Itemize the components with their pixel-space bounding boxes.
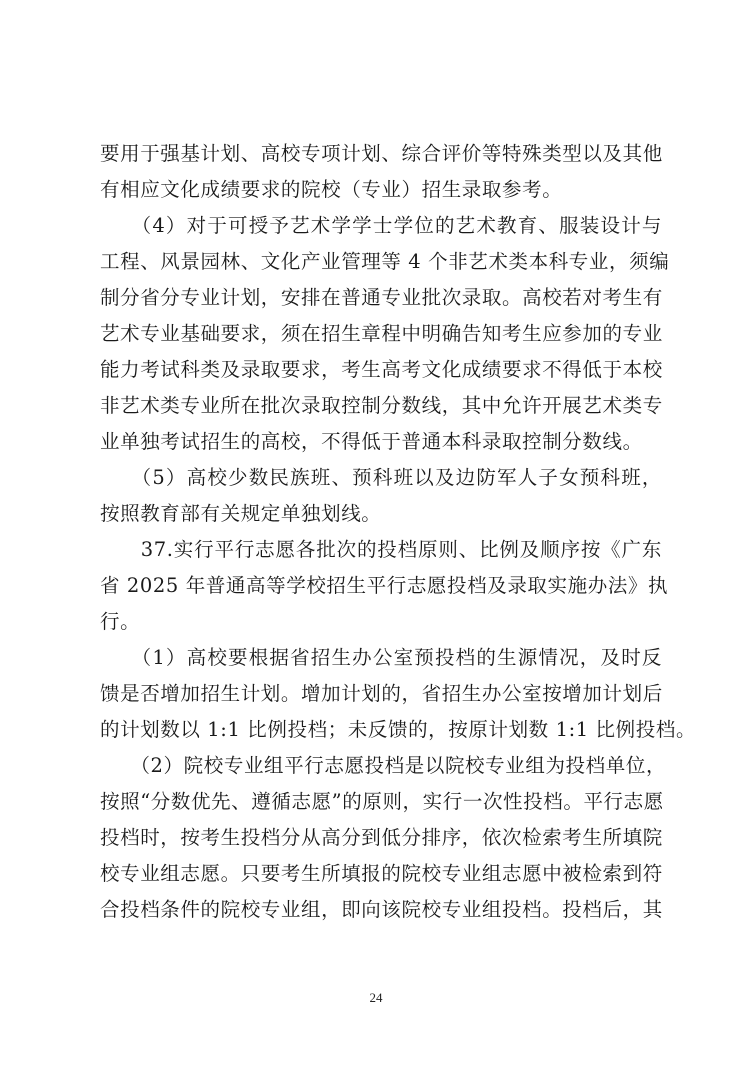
text-line: （2）院校专业组平行志愿投档是以院校专业组为投档单位，	[100, 754, 667, 777]
text-line: 制分省分专业计划，安排在普通专业批次录取。高校若对考生有	[100, 286, 663, 309]
text-line: 有相应文化成绩要求的院校（专业）招生录取参考。	[100, 178, 563, 201]
text-line: 合投档条件的院校专业组，即向该院校专业组投档。投档后，其	[100, 898, 663, 921]
text-line: （5）高校少数民族班、预科班以及边防军人子女预科班，	[100, 466, 662, 489]
text-line: 非艺术类专业所在批次录取控制分数线，其中允许开展艺术类专	[100, 394, 663, 417]
text-line: 要用于强基计划、高校专项计划、综合评价等特殊类型以及其他	[100, 142, 663, 165]
text-line: 行。	[100, 610, 141, 633]
text-line: 业单独考试招生的高校，不得低于普通本科录取控制分数线。	[100, 430, 643, 453]
text-line: 的计划数以 1:1 比例投档；未反馈的，按原计划数 1:1 比例投档。	[100, 718, 697, 741]
text-line: 按照教育部有关规定单独划线。	[100, 502, 382, 525]
text-line: 投档时，按考生投档分从高分到低分排序，依次检索考生所填院	[100, 826, 663, 849]
text-line: 艺术专业基础要求，须在招生章程中明确告知考生应参加的专业	[100, 322, 663, 345]
text-line: （1）高校要根据省招生办公室预投档的生源情况，及时反	[100, 646, 662, 669]
text-line: （4）对于可授予艺术学学士学位的艺术教育、服装设计与	[100, 214, 662, 237]
text-line: 37.实行平行志愿各批次的投档原则、比例及顺序按《广东	[100, 538, 662, 561]
text-line: 校专业组志愿。只要考生所填报的院校专业组志愿中被检索到符	[100, 862, 663, 885]
text-line: 按照“分数优先、遵循志愿”的原则，实行一次性投档。平行志愿	[100, 790, 664, 813]
body-text	[100, 136, 697, 928]
text-line: 能力考试科类及录取要求，考生高考文化成绩要求不得低于本校	[100, 358, 663, 381]
text-line: 工程、风景园林、文化产业管理等 4 个非艺术类本科专业，须编	[100, 250, 670, 273]
text-line: 馈是否增加招生计划。增加计划的，省招生办公室按增加计划后	[100, 682, 663, 705]
text-line: 省 2025 年普通高等学校招生平行志愿投档及录取实施办法》执	[100, 574, 669, 597]
page-number: 24	[369, 990, 383, 1005]
